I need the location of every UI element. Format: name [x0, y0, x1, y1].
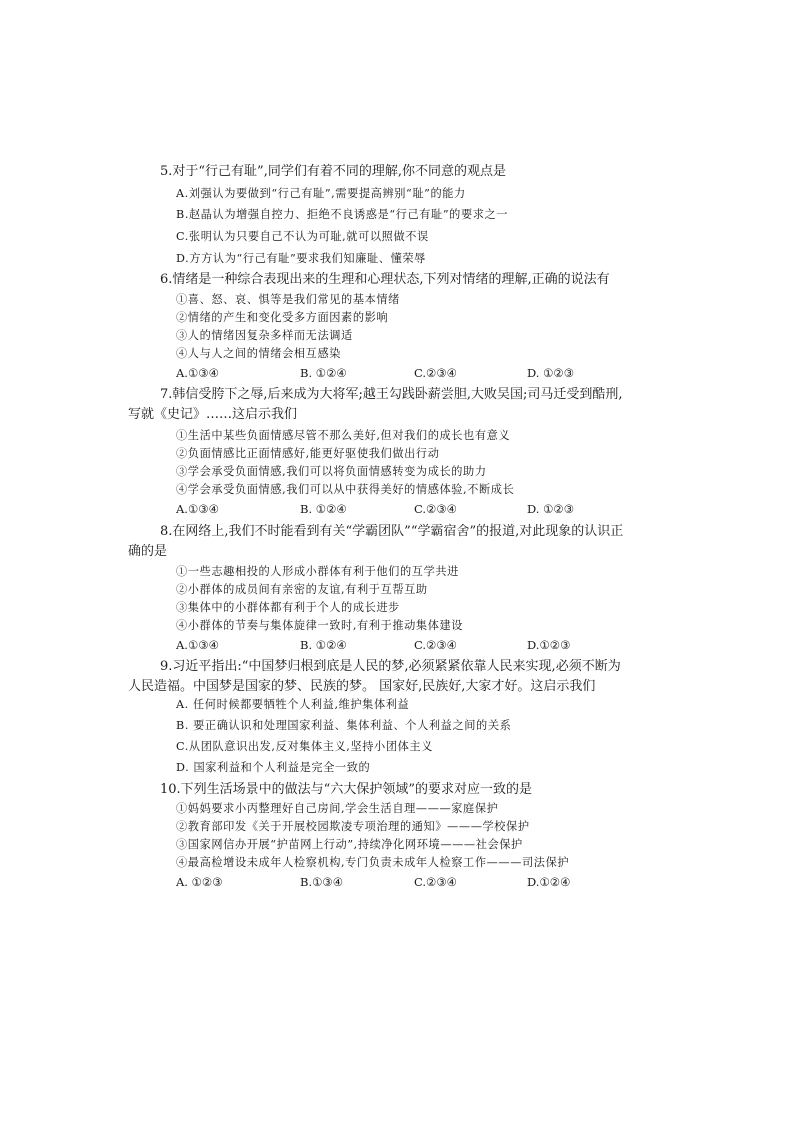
question-7-answer-c: C.②③④ [414, 502, 457, 516]
question-8-item-1: ①一些志趣相投的人形成小群体有利于他们的互学共进 [176, 565, 459, 578]
question-8-item-4: ④小群体的节奏与集体旋律一致时,有利于推动集体建设 [176, 619, 464, 632]
question-6-item-3: ③人的情绪因复杂多样而无法调适 [176, 329, 353, 342]
question-5-stem: 5.对于“行己有耻”,同学们有着不同的理解,你不同意的观点是 [160, 164, 506, 179]
question-9-option-c: C.从团队意识出发,反对集体主义,坚持小团体主义 [176, 740, 433, 753]
question-5-option-d: D.方方认为“行己有耻”要求我们知廉耻、懂荣辱 [176, 252, 426, 265]
question-7-answer-b: B. ①②④ [300, 502, 347, 516]
question-6-stem: 6.情绪是一种综合表现出来的生理和心理状态,下列对情绪的理解,正确的说法有 [160, 272, 610, 287]
question-8-item-2: ②小群体的成员间有亲密的友谊,有利于互帮互助 [176, 583, 428, 596]
question-9-option-b: B. 要正确认识和处理国家利益、集体利益、个人利益之间的关系 [176, 719, 512, 732]
question-7-item-2: ②负面情感比正面情感好,能更好驱使我们做出行动 [176, 447, 440, 460]
question-7-stem-line-2: 写就《史记》……这启示我们 [128, 407, 298, 422]
question-8-item-3: ③集体中的小群体都有利于个人的成长进步 [176, 601, 400, 614]
question-6-answer-d: D. ①②③ [527, 366, 575, 380]
question-7-answer-d: D. ①②③ [527, 502, 575, 516]
question-10-answer-b: B.①③④ [300, 875, 344, 889]
question-5-option-a: A.刘强认为要做到“行己有耻”,需要提高辨别“耻”的能力 [176, 187, 466, 200]
question-10-item-2: ②教育部印发《关于开展校园欺凌专项治理的通知》———学校保护 [176, 820, 530, 833]
question-8-answer-c: C.②③④ [414, 638, 457, 652]
question-10-item-3: ③国家网信办开展“护苗网上行动”,持续净化网环境———社会保护 [176, 838, 523, 851]
question-6-answer-b: B. ①②④ [300, 366, 347, 380]
question-9-option-d: D. 国家利益和个人利益是完全一致的 [176, 761, 371, 774]
question-6-item-1: ①喜、怒、哀、惧等是我们常见的基本情绪 [176, 293, 400, 306]
question-9-option-a: A. 任何时候都要牺牲个人利益,维护集体利益 [176, 698, 410, 711]
question-8-stem-line-2: 确的是 [128, 544, 168, 559]
question-7-item-3: ③学会承受负面情感,我们可以将负面情感转变为成长的助力 [176, 465, 487, 478]
question-10-item-1: ①妈妈要求小丙整理好自己房间,学会生活自理———家庭保护 [176, 802, 499, 815]
question-9-stem-line-1: 9.习近平指出:“中国梦归根到底是人民的梦,必须紧紧依靠人民来实现,必须不断为 [160, 659, 621, 674]
question-8-answer-b: B. ①②④ [300, 638, 347, 652]
question-10-answer-c: C.②③④ [414, 875, 457, 889]
question-10-item-4: ④最高检增设未成年人检察机构,专门负责未成年人检察工作———司法保护 [176, 856, 570, 869]
question-10-answer-d: D.①②④ [527, 875, 571, 889]
question-6-item-4: ④人与人之间的情绪会相互感染 [176, 347, 342, 360]
question-10-stem: 10.下列生活场景中的做法与“六大保护领域”的要求对应一致的是 [160, 782, 532, 797]
question-6-answer-c: C.②③④ [414, 366, 457, 380]
question-7-item-1: ①生活中某些负面情感尽管不那么美好,但对我们的成长也有意义 [176, 429, 511, 442]
question-6-item-2: ②情绪的产生和变化受多方面因素的影响 [176, 311, 389, 324]
question-7-stem-line-1: 7.韩信受胯下之辱,后来成为大将军;越王勾践卧薪尝胆,大败吴国;司马迁受到酷刑, [160, 387, 623, 402]
question-10-answer-a: A. ①②③ [176, 875, 223, 889]
question-7-item-4: ④学会承受负面情感,我们可以从中获得美好的情感体验,不断成长 [176, 483, 515, 496]
question-7-answer-a: A.①③④ [176, 502, 219, 516]
question-9-stem-line-2: 人民造福。中国梦是国家的梦、民族的梦。 国家好,民族好,大家才好。这启示我们 [128, 679, 596, 694]
question-8-answer-d: D.①②③ [527, 638, 571, 652]
question-6-answer-a: A.①③④ [176, 366, 219, 380]
question-5-option-c: C.张明认为只要自己不认为可耻,就可以照做不误 [176, 230, 429, 243]
question-8-answer-a: A.①③④ [176, 638, 219, 652]
question-5-option-b: B.赵晶认为增强自控力、拒绝不良诱惑是“行己有耻”的要求之一 [176, 208, 509, 221]
question-8-stem-line-1: 8.在网络上,我们不时能看到有关“学霸团队”“学霸宿舍”的报道,对此现象的认识正 [160, 524, 624, 539]
